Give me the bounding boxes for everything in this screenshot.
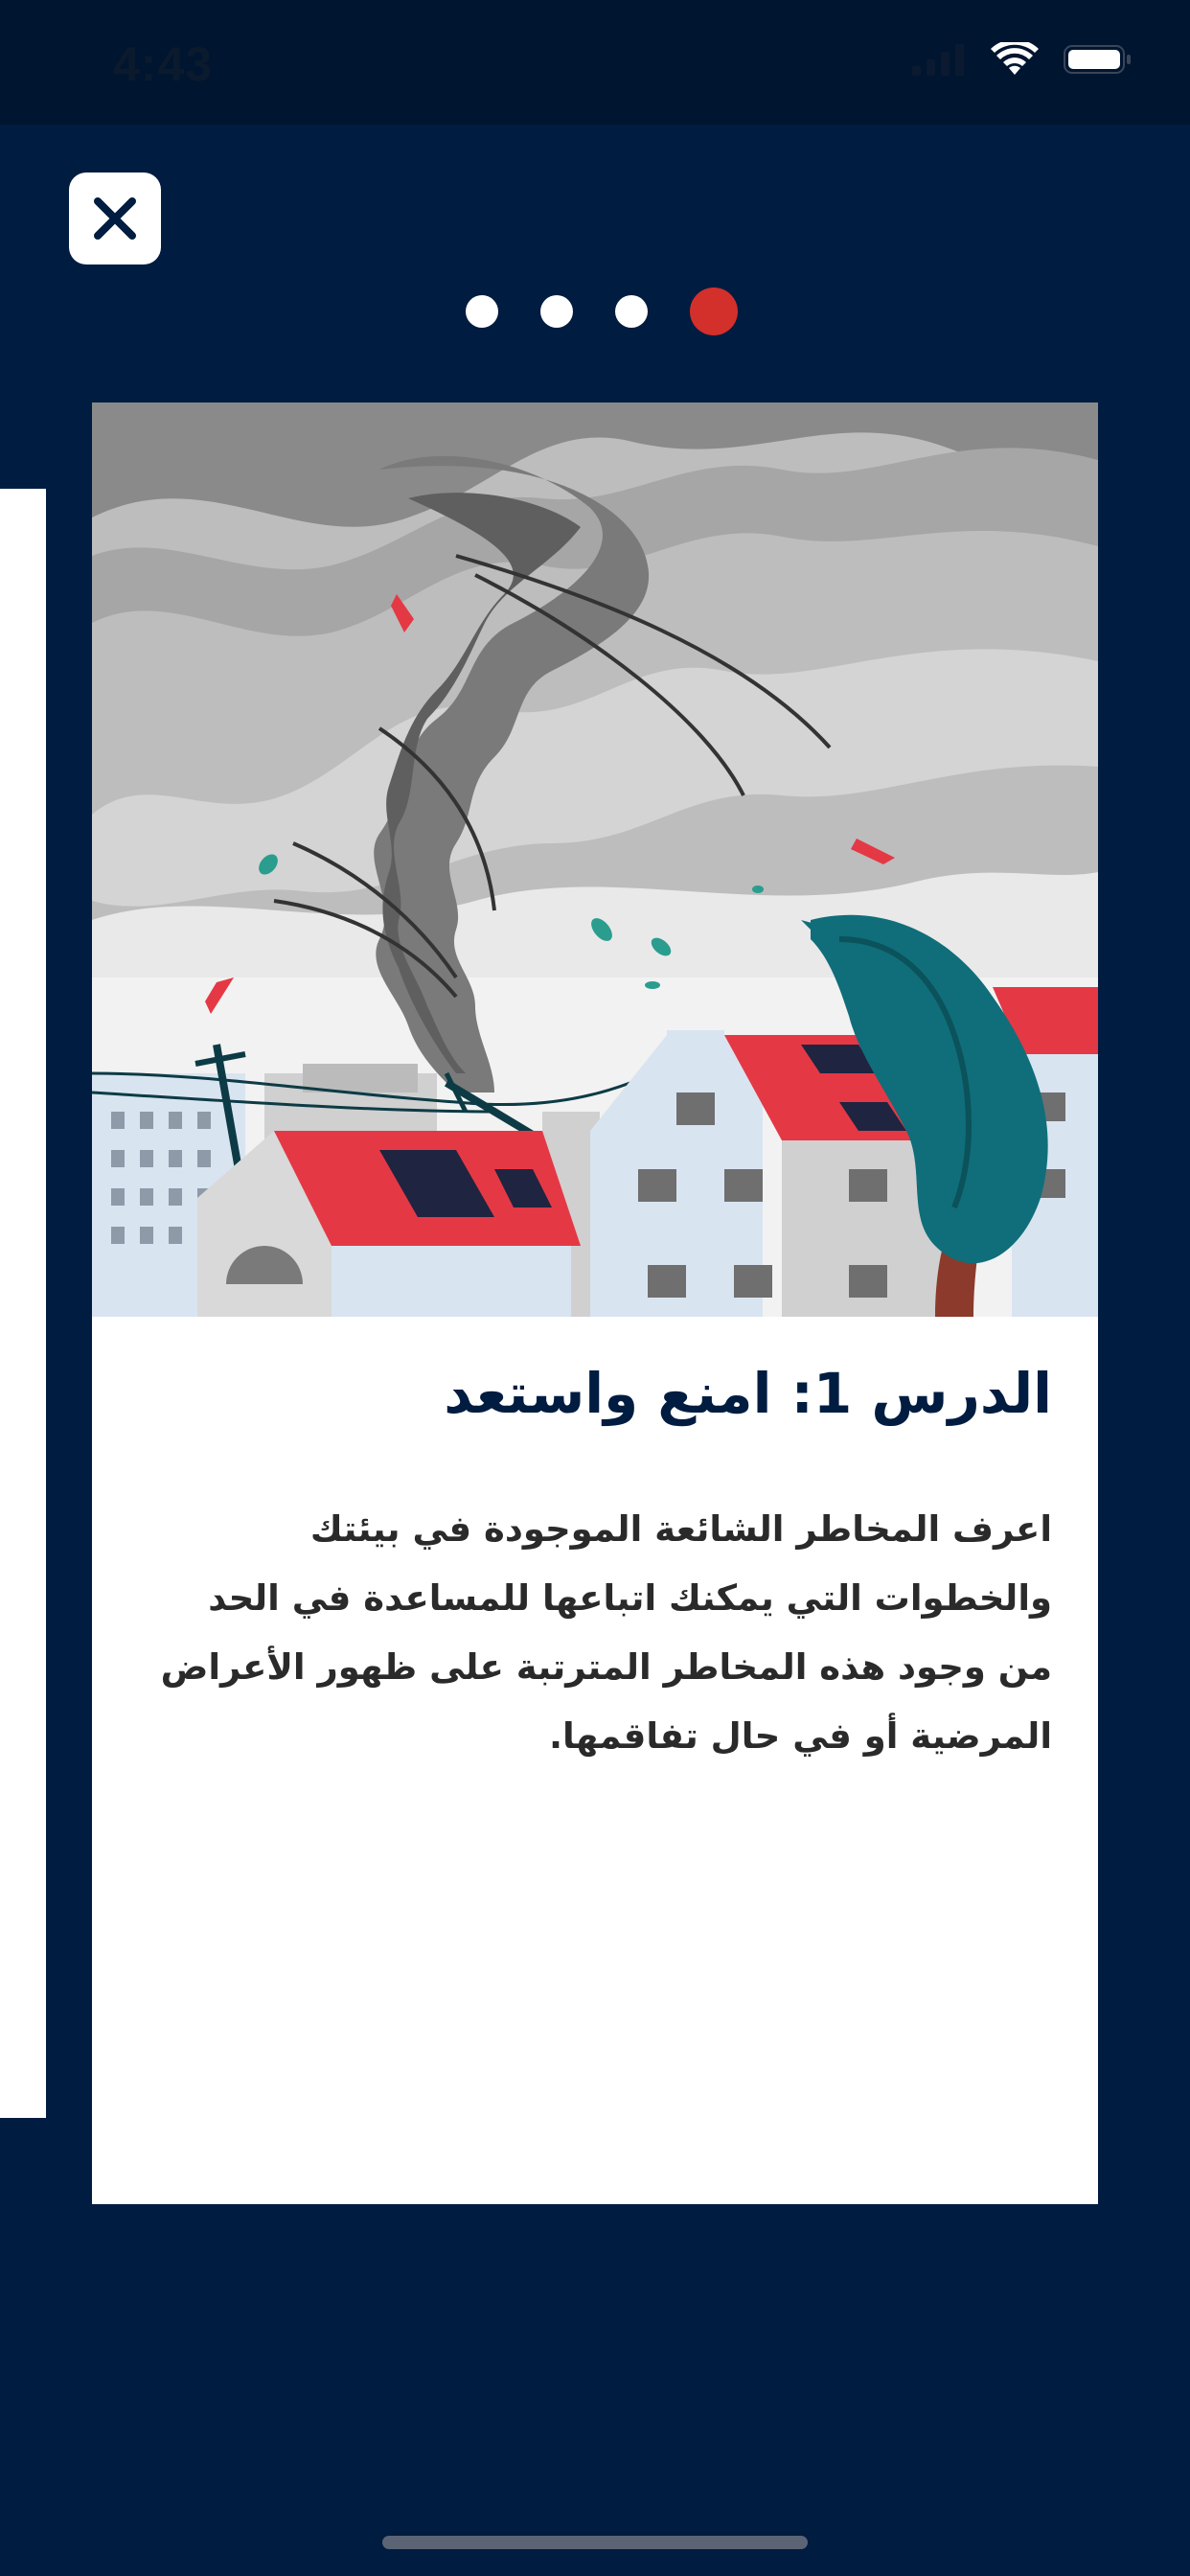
page-dot-3[interactable] [615, 295, 648, 328]
wifi-icon [991, 42, 1039, 77]
tornado-town-illustration [92, 402, 1098, 1317]
tornado-illustration [92, 402, 1098, 1317]
signal-icon [912, 43, 966, 76]
status-time: 4:43 [113, 37, 214, 91]
page-dot-1[interactable] [466, 295, 498, 328]
status-bar [0, 0, 1190, 125]
page-dot-2[interactable] [540, 295, 573, 328]
lesson-card[interactable] [92, 402, 1098, 2204]
status-icons [912, 42, 1133, 77]
lesson-description: اعرف المخاطر الشائعة الموجودة في بيئتك والخطوات التي يمكنك اتباعها للمساعدة في الحد من وجود هذه المخاطر المترتبة على ظهور الأعراض المرضية أو في حال تفاقمها. [160, 1508, 1052, 1757]
close-button[interactable] [69, 172, 161, 264]
page-dot-4-active[interactable] [690, 288, 738, 335]
battery-icon [1064, 43, 1133, 76]
close-icon [92, 196, 138, 242]
lesson-title: الدرس 1: امنع واستعد [444, 1361, 1052, 1426]
page-indicator [0, 288, 1190, 335]
home-indicator[interactable] [382, 2536, 808, 2549]
previous-card-edge[interactable] [0, 489, 46, 2118]
